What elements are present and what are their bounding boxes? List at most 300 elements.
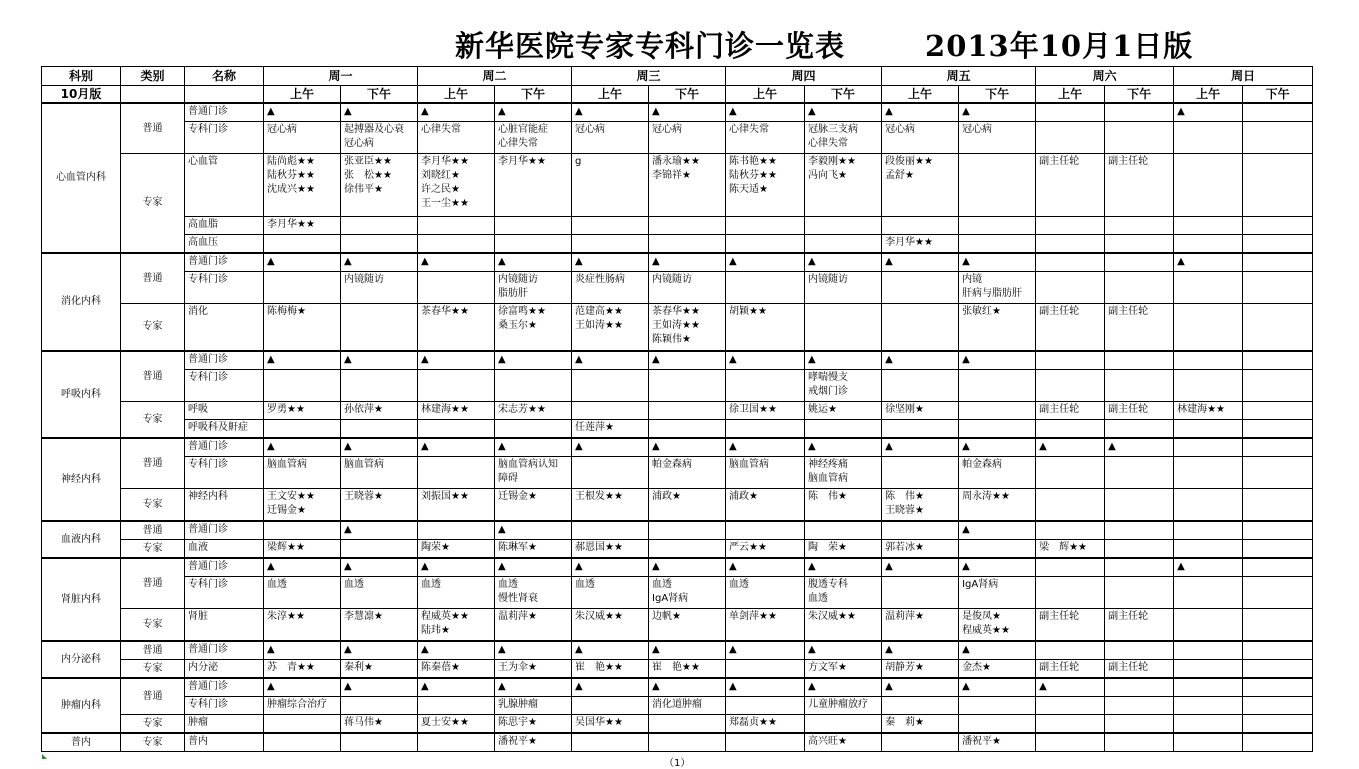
schedule-cell: 王根发★★	[572, 489, 649, 522]
schedule-cell: 内镜随访	[649, 272, 726, 304]
schedule-cell: 吴国华★★	[572, 715, 649, 734]
schedule-cell: 方文军★	[805, 660, 882, 679]
schedule-cell: 脑血管病认知 障碍	[495, 457, 572, 489]
schedule-cell	[1243, 733, 1313, 752]
schedule-cell	[1174, 733, 1243, 752]
schedule-table	[41, 66, 1313, 752]
schedule-cell	[1036, 733, 1105, 752]
schedule-cell: 胡静芳★	[882, 660, 959, 679]
schedule-cell: ▲	[418, 438, 495, 457]
schedule-cell: ▲	[649, 103, 726, 122]
table-row	[42, 370, 1313, 402]
schedule-cell: ▲	[649, 253, 726, 272]
schedule-cell	[418, 370, 495, 402]
schedule-cell	[805, 235, 882, 254]
schedule-cell: 脑血管病	[264, 457, 341, 489]
header-day-mon: 周一	[264, 67, 418, 86]
schedule-cell	[264, 272, 341, 304]
schedule-cell: 段俊丽★★ 孟舒★	[882, 154, 959, 217]
schedule-cell	[1174, 697, 1243, 715]
schedule-cell	[1105, 272, 1174, 304]
schedule-cell: 副主任轮	[1036, 154, 1105, 217]
schedule-cell: 郭若冰★	[882, 540, 959, 559]
schedule-cell: 浦政★	[649, 489, 726, 522]
schedule-cell	[1036, 715, 1105, 734]
table-row	[42, 217, 1313, 235]
header-am: 上午	[1036, 86, 1105, 104]
schedule-cell	[1243, 697, 1313, 715]
schedule-cell: 梁 辉★★	[1036, 540, 1105, 559]
clinic-name-cell: 普通门诊	[185, 103, 264, 122]
schedule-cell: 儿童肿瘤放疗	[805, 697, 882, 715]
schedule-cell: 陈书艳★★ 陆秋芬★★ 陈天适★	[726, 154, 805, 217]
clinic-name-cell: 普通门诊	[185, 678, 264, 697]
table-row	[42, 457, 1313, 489]
schedule-cell: ▲	[726, 558, 805, 577]
schedule-cell: ▲	[726, 678, 805, 697]
schedule-cell: 张亚臣★★ 张 松★★ 徐伟平★	[341, 154, 418, 217]
schedule-cell	[418, 521, 495, 540]
clinic-name-cell: 神经内科	[185, 489, 264, 522]
schedule-cell: 内镜随访	[805, 272, 882, 304]
department-cell: 普内	[42, 733, 121, 752]
schedule-cell: 哮喘慢支 戒烟门诊	[805, 370, 882, 402]
clinic-name-cell: 专科门诊	[185, 370, 264, 402]
schedule-cell	[1105, 489, 1174, 522]
schedule-cell: 腹透专科 血透	[805, 577, 882, 609]
schedule-cell: 血透	[572, 577, 649, 609]
clinic-name-cell: 血液	[185, 540, 264, 559]
schedule-cell: 秦利★	[341, 660, 418, 679]
schedule-cell: 周永涛★★	[959, 489, 1036, 522]
schedule-cell: ▲	[572, 678, 649, 697]
schedule-cell	[805, 217, 882, 235]
schedule-cell	[1036, 122, 1105, 154]
schedule-cell	[649, 540, 726, 559]
schedule-cell	[1036, 420, 1105, 439]
schedule-cell: ▲	[959, 521, 1036, 540]
header-pm: 下午	[649, 86, 726, 104]
header-day-sat: 周六	[1036, 67, 1174, 86]
schedule-cell: 潘祝平★	[495, 733, 572, 752]
schedule-cell: 心脏官能症 心律失常	[495, 122, 572, 154]
schedule-cell: 朱汉威★★	[572, 609, 649, 642]
schedule-cell	[418, 272, 495, 304]
schedule-cell	[1105, 577, 1174, 609]
schedule-cell: 陈思宇★	[495, 715, 572, 734]
category-cell: 专家	[121, 489, 185, 522]
schedule-cell	[805, 521, 882, 540]
page-title	[455, 24, 1193, 65]
table-row	[42, 660, 1313, 679]
schedule-cell	[726, 521, 805, 540]
schedule-cell: 陶 荣★	[805, 540, 882, 559]
schedule-cell: ▲	[959, 438, 1036, 457]
category-cell: 专家	[121, 715, 185, 734]
schedule-cell: ▲	[882, 351, 959, 370]
schedule-cell	[1243, 402, 1313, 420]
clinic-name-cell: 专科门诊	[185, 122, 264, 154]
schedule-cell: 李月华★★	[882, 235, 959, 254]
schedule-cell	[1174, 521, 1243, 540]
schedule-cell	[341, 304, 418, 352]
clinic-name-cell: 普通门诊	[185, 253, 264, 272]
schedule-cell: ▲	[495, 351, 572, 370]
schedule-cell	[882, 733, 959, 752]
schedule-cell: ▲	[495, 438, 572, 457]
schedule-cell: ▲	[726, 641, 805, 660]
schedule-cell	[341, 697, 418, 715]
schedule-cell: 王晓蓉★	[341, 489, 418, 522]
table-row	[42, 235, 1313, 254]
schedule-cell: ▲	[572, 641, 649, 660]
schedule-cell: 冠心病	[264, 122, 341, 154]
schedule-cell: ▲	[1036, 678, 1105, 697]
schedule-cell	[959, 697, 1036, 715]
schedule-cell: 血透 慢性肾衰	[495, 577, 572, 609]
category-cell: 专家	[121, 733, 185, 752]
schedule-cell: 潘祝平★	[959, 733, 1036, 752]
schedule-cell: ▲	[264, 558, 341, 577]
schedule-cell: 范建高★★ 王如涛★★	[572, 304, 649, 352]
schedule-cell: 乳腺肿瘤	[495, 697, 572, 715]
schedule-cell: 副主任轮	[1105, 304, 1174, 352]
header-name: 名称	[185, 67, 264, 86]
schedule-cell: 冠心病	[882, 122, 959, 154]
schedule-cell	[418, 235, 495, 254]
schedule-cell	[1174, 540, 1243, 559]
table-row	[42, 678, 1313, 697]
schedule-cell	[1105, 420, 1174, 439]
schedule-cell: ▲	[959, 103, 1036, 122]
schedule-cell: ▲	[649, 438, 726, 457]
schedule-cell	[1036, 697, 1105, 715]
schedule-cell: 迁锡金★	[495, 489, 572, 522]
schedule-cell: 金杰★	[959, 660, 1036, 679]
schedule-cell	[495, 217, 572, 235]
schedule-cell	[1036, 641, 1105, 660]
schedule-cell: 副主任轮	[1105, 609, 1174, 642]
schedule-cell	[341, 235, 418, 254]
schedule-cell: 蒋马伟★	[341, 715, 418, 734]
schedule-cell: ▲	[572, 253, 649, 272]
schedule-cell	[649, 217, 726, 235]
title-text: 新华医院专家专科门诊一览表	[455, 29, 846, 63]
schedule-cell: ▲	[959, 253, 1036, 272]
schedule-cell: ▲	[341, 253, 418, 272]
schedule-cell	[1036, 457, 1105, 489]
schedule-cell	[495, 420, 572, 439]
schedule-cell: 秦 莉★	[882, 715, 959, 734]
schedule-cell: 茶春华★★	[418, 304, 495, 352]
schedule-cell: ▲	[726, 103, 805, 122]
schedule-cell: 帕金森病	[959, 457, 1036, 489]
schedule-cell	[1243, 304, 1313, 352]
table-row	[42, 521, 1313, 540]
schedule-cell	[649, 715, 726, 734]
clinic-name-cell: 普通门诊	[185, 438, 264, 457]
schedule-cell	[572, 521, 649, 540]
schedule-cell: 心律失常	[726, 122, 805, 154]
schedule-cell	[882, 577, 959, 609]
schedule-cell: ▲	[341, 558, 418, 577]
schedule-cell: ▲	[495, 558, 572, 577]
header-pm: 下午	[959, 86, 1036, 104]
table-row	[42, 253, 1313, 272]
schedule-cell	[1174, 660, 1243, 679]
schedule-cell	[726, 217, 805, 235]
schedule-cell	[1105, 217, 1174, 235]
schedule-cell	[572, 235, 649, 254]
schedule-cell: 血透	[264, 577, 341, 609]
schedule-cell	[649, 521, 726, 540]
clinic-name-cell: 专科门诊	[185, 577, 264, 609]
schedule-cell: 脑血管病	[726, 457, 805, 489]
schedule-cell	[1243, 489, 1313, 522]
schedule-cell: 林建海★★	[418, 402, 495, 420]
schedule-cell	[959, 154, 1036, 217]
clinic-name-cell: 普内	[185, 733, 264, 752]
schedule-cell	[726, 733, 805, 752]
schedule-cell	[1243, 272, 1313, 304]
header-day-tue: 周二	[418, 67, 572, 86]
schedule-cell	[1174, 217, 1243, 235]
schedule-cell	[1243, 715, 1313, 734]
category-cell: 普通	[121, 641, 185, 660]
schedule-cell	[1174, 154, 1243, 217]
schedule-cell	[1036, 235, 1105, 254]
schedule-cell	[1105, 540, 1174, 559]
header-pm: 下午	[805, 86, 882, 104]
schedule-cell: 起搏器及心衰 冠心病	[341, 122, 418, 154]
table-row	[42, 715, 1313, 734]
schedule-cell	[1105, 457, 1174, 489]
schedule-cell	[882, 420, 959, 439]
schedule-cell: 胡颖★★	[726, 304, 805, 352]
schedule-cell: ▲	[649, 558, 726, 577]
schedule-cell: ▲	[264, 103, 341, 122]
schedule-cell: ▲	[341, 103, 418, 122]
schedule-cell: ▲	[495, 641, 572, 660]
schedule-cell	[1243, 641, 1313, 660]
schedule-cell	[1243, 122, 1313, 154]
schedule-cell: ▲	[341, 678, 418, 697]
schedule-cell: 冠心病	[572, 122, 649, 154]
schedule-cell: ▲	[959, 558, 1036, 577]
table-row	[42, 122, 1313, 154]
department-cell: 内分泌科	[42, 641, 121, 678]
schedule-cell	[1105, 122, 1174, 154]
schedule-cell: ▲	[264, 678, 341, 697]
schedule-cell: 消化道肿瘤	[649, 697, 726, 715]
schedule-cell	[1105, 370, 1174, 402]
schedule-cell	[882, 304, 959, 352]
schedule-cell	[1105, 697, 1174, 715]
schedule-cell	[1174, 370, 1243, 402]
department-cell: 呼吸内科	[42, 351, 121, 438]
category-cell: 专家	[121, 660, 185, 679]
schedule-cell	[1243, 420, 1313, 439]
schedule-cell: 刘振国★★	[418, 489, 495, 522]
category-cell: 普通	[121, 351, 185, 402]
schedule-cell: ▲	[572, 351, 649, 370]
schedule-cell: ▲	[1105, 438, 1174, 457]
schedule-cell	[341, 420, 418, 439]
schedule-cell	[1036, 489, 1105, 522]
schedule-cell: 内镜随访	[341, 272, 418, 304]
table-row	[42, 103, 1313, 122]
schedule-cell: ▲	[649, 641, 726, 660]
table-row	[42, 609, 1313, 642]
schedule-cell	[1174, 641, 1243, 660]
schedule-cell	[959, 217, 1036, 235]
table-row	[42, 540, 1313, 559]
schedule-cell	[264, 235, 341, 254]
schedule-cell: 脑血管病	[341, 457, 418, 489]
table-row	[42, 154, 1313, 217]
schedule-cell	[264, 370, 341, 402]
clinic-name-cell: 普通门诊	[185, 351, 264, 370]
clinic-name-cell: 呼吸	[185, 402, 264, 420]
header-dept: 科别	[42, 67, 121, 86]
header-row-days	[42, 67, 1313, 86]
table-row	[42, 489, 1313, 522]
schedule-cell: ▲	[959, 641, 1036, 660]
schedule-cell: 陈梅梅★	[264, 304, 341, 352]
schedule-cell: 副主任轮	[1036, 609, 1105, 642]
schedule-cell: ▲	[882, 558, 959, 577]
schedule-cell: 苏 青★★	[264, 660, 341, 679]
category-cell: 专家	[121, 402, 185, 439]
schedule-cell: 姚运★	[805, 402, 882, 420]
table-row	[42, 733, 1313, 752]
schedule-cell	[1243, 660, 1313, 679]
schedule-cell	[959, 715, 1036, 734]
schedule-cell	[1174, 420, 1243, 439]
table-row	[42, 272, 1313, 304]
header-day-wed: 周三	[572, 67, 726, 86]
schedule-cell: IgA肾病	[959, 577, 1036, 609]
department-cell: 肾脏内科	[42, 558, 121, 641]
schedule-cell	[805, 420, 882, 439]
schedule-cell	[882, 697, 959, 715]
schedule-cell: ▲	[341, 351, 418, 370]
schedule-cell	[1243, 558, 1313, 577]
schedule-cell: 副主任轮	[1036, 304, 1105, 352]
table-row	[42, 402, 1313, 420]
schedule-cell	[1243, 678, 1313, 697]
department-cell: 心血管内科	[42, 103, 121, 253]
schedule-cell	[882, 457, 959, 489]
schedule-cell: 副主任轮	[1105, 402, 1174, 420]
schedule-cell: ▲	[418, 678, 495, 697]
schedule-cell	[1174, 272, 1243, 304]
schedule-cell	[959, 370, 1036, 402]
schedule-cell: ▲	[572, 103, 649, 122]
schedule-cell	[1243, 235, 1313, 254]
schedule-cell: 陈琳军★	[495, 540, 572, 559]
schedule-cell	[1174, 678, 1243, 697]
category-cell: 专家	[121, 609, 185, 642]
schedule-cell	[341, 540, 418, 559]
schedule-cell: 肿瘤综合治疗	[264, 697, 341, 715]
schedule-cell	[959, 420, 1036, 439]
header-day-thu: 周四	[726, 67, 882, 86]
table-row	[42, 641, 1313, 660]
clinic-name-cell: 消化	[185, 304, 264, 352]
header-empty-name	[185, 86, 264, 104]
clinic-name-cell: 普通门诊	[185, 641, 264, 660]
schedule-cell: 冠心病	[649, 122, 726, 154]
schedule-cell	[1105, 715, 1174, 734]
table-row	[42, 577, 1313, 609]
schedule-cell: 夏士安★★	[418, 715, 495, 734]
schedule-cell	[649, 370, 726, 402]
schedule-cell	[1036, 253, 1105, 272]
schedule-cell	[959, 540, 1036, 559]
schedule-cell: ▲	[264, 641, 341, 660]
schedule-cell: 浦政★	[726, 489, 805, 522]
schedule-cell	[1174, 438, 1243, 457]
schedule-cell: g	[572, 154, 649, 217]
schedule-cell: 严云★★	[726, 540, 805, 559]
schedule-cell: ▲	[341, 521, 418, 540]
schedule-cell	[726, 235, 805, 254]
schedule-cell: 边帆★	[649, 609, 726, 642]
schedule-cell	[1105, 641, 1174, 660]
clinic-name-cell: 普通门诊	[185, 558, 264, 577]
schedule-cell: 朱淳★★	[264, 609, 341, 642]
schedule-cell: 宋志芳★★	[495, 402, 572, 420]
schedule-cell	[1036, 521, 1105, 540]
schedule-cell	[726, 660, 805, 679]
schedule-cell	[1243, 351, 1313, 370]
schedule-cell	[1243, 154, 1313, 217]
schedule-cell: ▲	[805, 558, 882, 577]
schedule-cell	[1243, 103, 1313, 122]
category-cell: 普通	[121, 103, 185, 154]
schedule-cell: ▲	[882, 641, 959, 660]
header-version: 10月版	[42, 86, 121, 104]
schedule-cell: 郑磊贞★★	[726, 715, 805, 734]
header-am: 上午	[882, 86, 959, 104]
schedule-cell: ▲	[418, 558, 495, 577]
schedule-cell: 徐富鸣★★ 桑玉尔★	[495, 304, 572, 352]
schedule-cell	[1036, 558, 1105, 577]
schedule-cell	[1243, 217, 1313, 235]
schedule-cell: 李毅刚★★ 冯向飞★	[805, 154, 882, 217]
table-row	[42, 438, 1313, 457]
schedule-cell: ▲	[341, 641, 418, 660]
schedule-cell: 是俊凤★ 程威英★★	[959, 609, 1036, 642]
schedule-cell: 林建海★★	[1174, 402, 1243, 420]
schedule-cell	[1036, 577, 1105, 609]
schedule-cell	[1105, 558, 1174, 577]
schedule-cell: ▲	[418, 351, 495, 370]
schedule-cell: ▲	[805, 103, 882, 122]
schedule-cell: 高兴旺★	[805, 733, 882, 752]
department-cell: 神经内科	[42, 438, 121, 521]
header-pm: 下午	[495, 86, 572, 104]
category-cell: 专家	[121, 304, 185, 352]
schedule-cell	[1243, 521, 1313, 540]
clinic-name-cell: 心血管	[185, 154, 264, 217]
schedule-cell	[1174, 577, 1243, 609]
schedule-cell	[1174, 609, 1243, 642]
schedule-cell: 神经疼痛 脑血管病	[805, 457, 882, 489]
schedule-cell: 内镜 肝病与脂肪肝	[959, 272, 1036, 304]
schedule-cell: ▲	[418, 641, 495, 660]
